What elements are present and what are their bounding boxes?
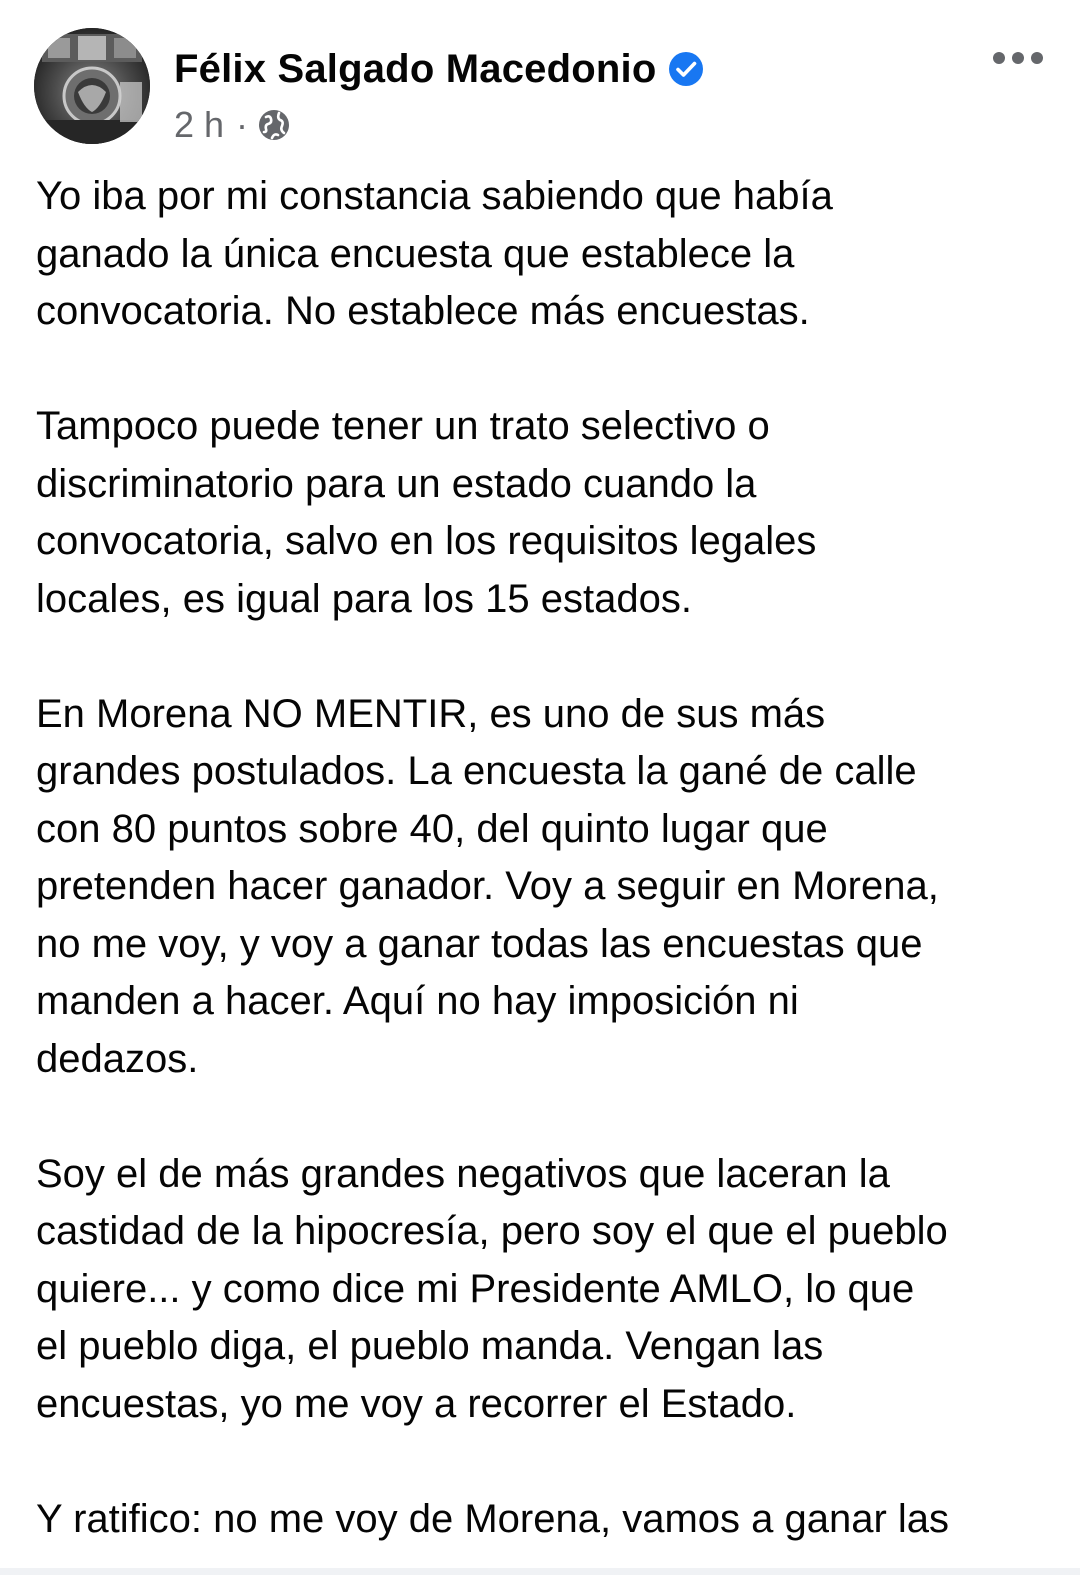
post-text-line: encuestas, yo me voy a recorrer el Estado.	[36, 1381, 797, 1426]
post-text-line: Y ratifico: no me voy de Morena, vamos a ganar las	[36, 1496, 950, 1541]
post-timestamp[interactable]: 2 h	[174, 104, 225, 145]
post-paragraph	[36, 686, 1056, 1089]
post-text-line: quiere... y como dice mi Presidente AMLO, lo que	[36, 1266, 915, 1311]
post-meta	[174, 102, 291, 148]
post-text-line: el pueblo diga, el pueblo manda. Vengan las	[36, 1324, 824, 1368]
post-text-line: castidad de la hipocresía, pero soy el que el pueblo	[36, 1209, 948, 1253]
post-text-line: con 80 puntos sobre 40, del quinto lugar que	[36, 806, 828, 851]
post-paragraph	[36, 1491, 1056, 1549]
post-text-line: ganado la única encuesta que establece la	[36, 231, 795, 276]
post-bottom-divider	[0, 1568, 1080, 1575]
post-paragraph	[36, 168, 1056, 341]
post-paragraph	[36, 1146, 1056, 1434]
author-name[interactable]: Félix Salgado Macedonio	[174, 46, 657, 91]
post-text-line: Tampoco puede tener un trato selectivo o	[36, 404, 770, 448]
post-text-line: En Morena NO MENTIR, es uno de sus más	[36, 691, 826, 736]
author-avatar[interactable]	[34, 28, 150, 144]
post-text-line: manden a hacer. Aquí no hay imposición ni	[36, 979, 799, 1023]
more-horizontal-icon	[992, 51, 1044, 65]
post-header	[0, 0, 1080, 160]
post-text-line: convocatoria, salvo en los requisitos legales	[36, 519, 817, 563]
post-text-line: Soy el de más grandes negativos que laceran la	[36, 1151, 890, 1196]
post-text-line: grandes postulados. La encuesta la gané de calle	[36, 749, 917, 793]
post-text-line: no me voy, y voy a ganar todas las encuestas que	[36, 921, 923, 966]
post-text-line: Yo iba por mi constancia sabiendo que había	[36, 174, 833, 218]
author-row	[174, 44, 704, 94]
post-text-line: discriminatorio para un estado cuando la	[36, 461, 757, 506]
post-paragraph	[36, 398, 1056, 628]
post-text-line: locales, es igual para los 15 estados.	[36, 576, 692, 621]
post-text-line: pretenden hacer ganador. Voy a seguir en Morena,	[36, 864, 939, 908]
verified-badge-icon	[668, 51, 704, 87]
post-text-line: dedazos.	[36, 1036, 199, 1081]
post-text-line: convocatoria. No establece más encuestas.	[36, 289, 810, 333]
meta-separator: ·	[236, 104, 249, 145]
more-options-button[interactable]	[986, 38, 1050, 78]
post-text	[36, 168, 1056, 1575]
avatar-photo	[34, 28, 150, 144]
globe-icon[interactable]	[257, 108, 291, 142]
